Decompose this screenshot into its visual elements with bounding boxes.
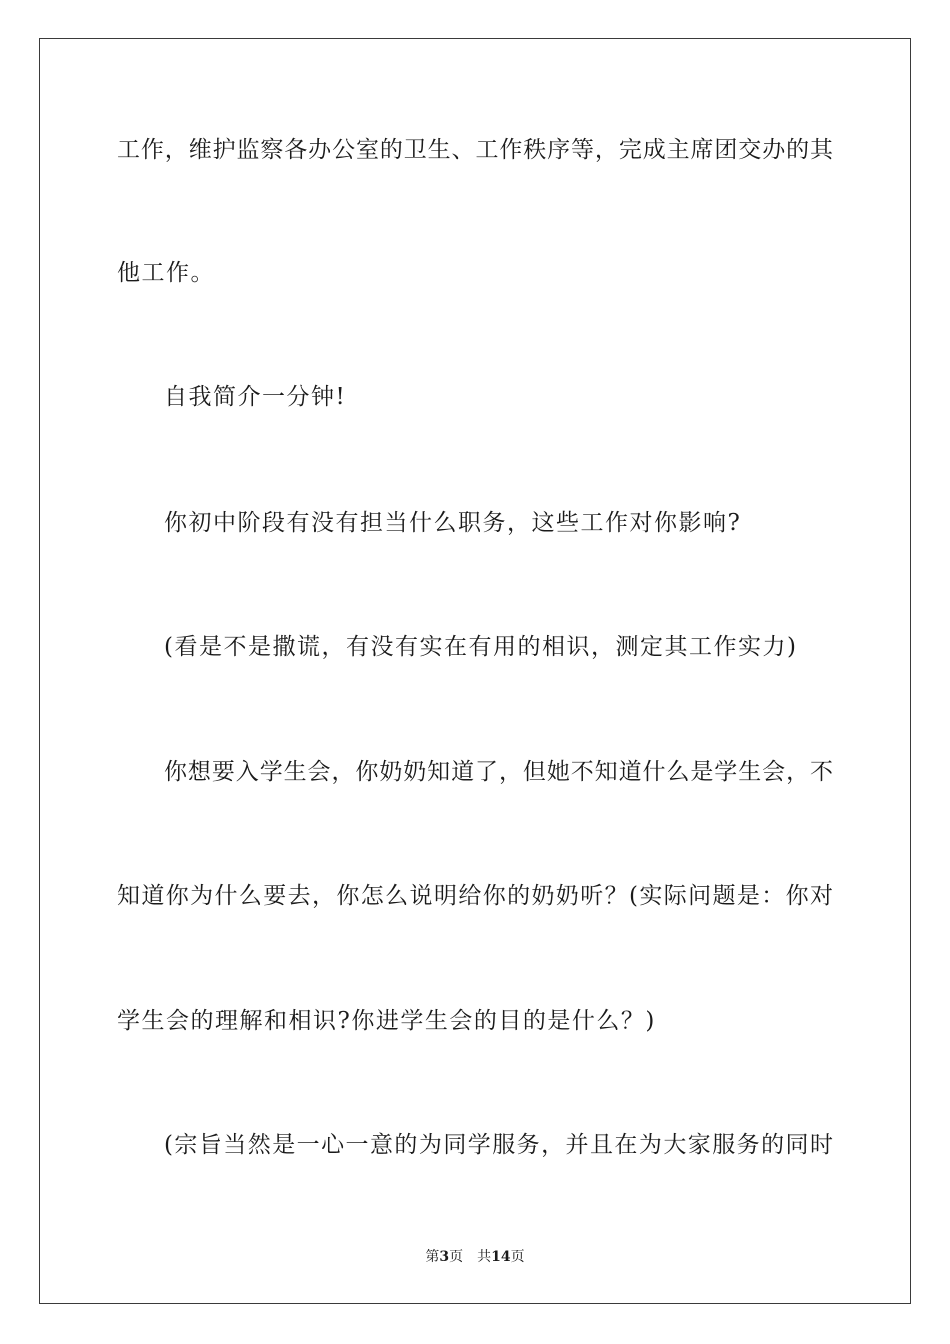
text-line-4: 你初中阶段有没有担当什么职务，这些工作对你影响?: [164, 510, 742, 536]
footer-page-suffix: 页: [449, 1249, 464, 1265]
footer-total-prefix: 共: [477, 1249, 492, 1265]
page-border: [39, 38, 911, 1304]
footer-page-number: 3: [439, 1249, 450, 1265]
text-line-7: 知道你为什么要去，你怎么说明给你的奶奶听？(实际问题是：你对: [117, 883, 833, 909]
footer-total-suffix: 页: [510, 1249, 525, 1265]
text-line-8: 学生会的理解和相识?你进学生会的目的是什么？): [117, 1008, 656, 1034]
page-footer: [0, 1248, 950, 1266]
text-line-1: 工作，维护监察各办公室的卫生、工作秩序等，完成主席团交办的其: [117, 137, 833, 163]
footer-total-pages: 14: [491, 1249, 511, 1265]
footer-page-prefix: 第: [425, 1249, 440, 1265]
text-line-5: (看是不是撒谎，有没有实在有用的相识，测定其工作实力): [164, 634, 798, 660]
text-line-3: 自我简介一分钟!: [164, 384, 347, 410]
text-line-6: 你想要入学生会，你奶奶知道了，但她不知道什么是学生会，不: [164, 759, 833, 785]
text-line-9: (宗旨当然是一心一意的为同学服务，并且在为大家服务的同时: [164, 1132, 833, 1158]
text-line-2: 他工作。: [117, 260, 215, 286]
